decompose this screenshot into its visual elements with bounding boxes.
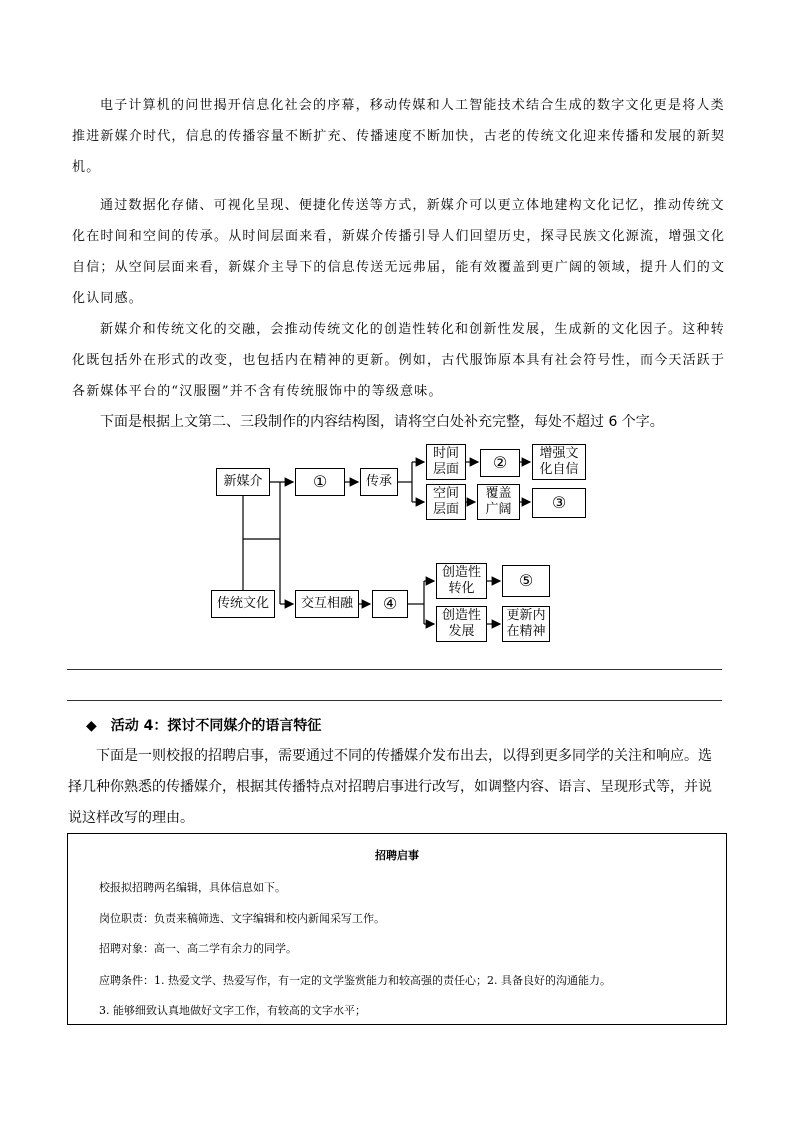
node-text: 创造性 bbox=[441, 608, 481, 623]
paragraph-line: 化既包括外在形式的改变，也包括内在精神的更新。例如，古代服饰原本具有社会符号性，而今天活跃于 bbox=[72, 353, 726, 368]
node-new-media: 新媒介 bbox=[216, 468, 270, 496]
answer-line bbox=[67, 700, 722, 701]
node-blank-3: ③ bbox=[532, 488, 586, 518]
node-text: 时间 bbox=[432, 446, 459, 461]
notice-line: 岗位职责：负责来稿筛选、文字编辑和校内新闻采写工作。 bbox=[99, 912, 385, 925]
paragraph-line: 机。 bbox=[72, 160, 101, 175]
node-text: 空间 bbox=[432, 486, 459, 501]
node-cover-broad bbox=[477, 484, 520, 520]
activity-line: 说这样改写的理由。 bbox=[68, 810, 194, 826]
paragraph-line: 新媒介和传统文化的交融，会推动传统文化的创造性转化和创新性发展，生成新的文化因子。这种转 bbox=[100, 322, 725, 337]
node-blank-5: ⑤ bbox=[502, 565, 550, 597]
notice-line: 校报拟招聘两名编辑，具体信息如下。 bbox=[99, 881, 286, 894]
paragraph-line: 化在时间和空间的传承。从时间层面来看，新媒介传播引导人们回望历史，探寻民族文化源流，增强文化 bbox=[72, 229, 726, 244]
node-text: 广阔 bbox=[485, 502, 512, 517]
node-blank-4: ④ bbox=[372, 590, 408, 618]
notice-line: 应聘条件：1. 热爱文学、热爱写作，有一定的文学鉴赏能力和较高强的责任心；2. 具备良好的沟通能力。 bbox=[99, 974, 611, 987]
node-text: 层面 bbox=[432, 502, 459, 517]
paragraph-line: 自信；从空间层面来看，新媒介主导下的信息传送无远弗届，能有效覆盖到更广阔的领域，提升人们的文 bbox=[72, 260, 726, 275]
node-text: 化自信 bbox=[539, 462, 579, 477]
node-enhance-confidence bbox=[532, 444, 586, 480]
activity-description bbox=[68, 741, 723, 834]
node-traditional-culture: 传统文化 bbox=[211, 590, 275, 618]
node-creative-develop bbox=[436, 606, 487, 642]
paragraph-line: 通过数据化存储、可视化呈现、便捷化传送等方式，新媒介可以更立体地建构文化记忆，推动传统文 bbox=[100, 198, 725, 213]
paragraph-line: 推进新媒介时代，信息的传播容量不断扩充、传播速度不断加快，古老的传统文化迎来传播和发展的新契 bbox=[72, 129, 726, 144]
notice-line: 3. 能够细致认真地做好文字工作，有较高的文字水平； bbox=[99, 1004, 366, 1017]
activity-line: 择几种你熟悉的传播媒介，根据其传播特点对招聘启事进行改写，如调整内容、语言、呈现形式等，并说 bbox=[68, 779, 712, 795]
notice-line: 招聘对象：高一、高二学有余力的同学。 bbox=[99, 942, 297, 955]
question-prompt: 下面是根据上文第二、三段制作的内容结构图，请将空白处补充完整，每处不超过 6 个字。 bbox=[100, 414, 664, 430]
node-renew-spirit bbox=[502, 606, 550, 642]
node-text: 创造性 bbox=[441, 565, 481, 580]
node-blank-1: ① bbox=[295, 468, 345, 496]
node-blank-2: ② bbox=[480, 449, 520, 477]
node-inherit: 传承 bbox=[360, 468, 398, 496]
node-text: 增强文 bbox=[539, 446, 579, 461]
answer-line bbox=[67, 669, 722, 670]
node-text: 覆盖 bbox=[485, 486, 512, 501]
node-creative-transform bbox=[436, 563, 487, 599]
node-text: 更新内 bbox=[506, 608, 546, 623]
node-time-level bbox=[426, 444, 466, 480]
paragraph-line: 各新媒体平台的“汉服圈”并不含有传统服饰中的等级意味。 bbox=[72, 384, 443, 399]
paragraph-line: 化认同感。 bbox=[72, 291, 144, 306]
node-blend: 交互相融 bbox=[295, 590, 359, 618]
notice-title: 招聘启事 bbox=[375, 849, 419, 862]
node-text: 发展 bbox=[448, 624, 475, 639]
activity-title: ◆ 活动 4：探讨不同媒介的语言特征 bbox=[86, 718, 322, 734]
activity-line: 下面是一则校报的招聘启事，需要通过不同的传播媒介发布出去，以得到更多同学的关注和响应。选 bbox=[96, 748, 712, 764]
paragraph-line: 电子计算机的问世揭开信息化社会的序幕，移动传媒和人工智能技术结合生成的数字文化更是将人类 bbox=[100, 98, 725, 113]
node-text: 在精神 bbox=[506, 624, 546, 639]
node-space-level bbox=[426, 484, 466, 520]
recruitment-notice bbox=[67, 833, 727, 1025]
node-text: 转化 bbox=[448, 581, 475, 596]
node-text: 层面 bbox=[432, 462, 459, 477]
